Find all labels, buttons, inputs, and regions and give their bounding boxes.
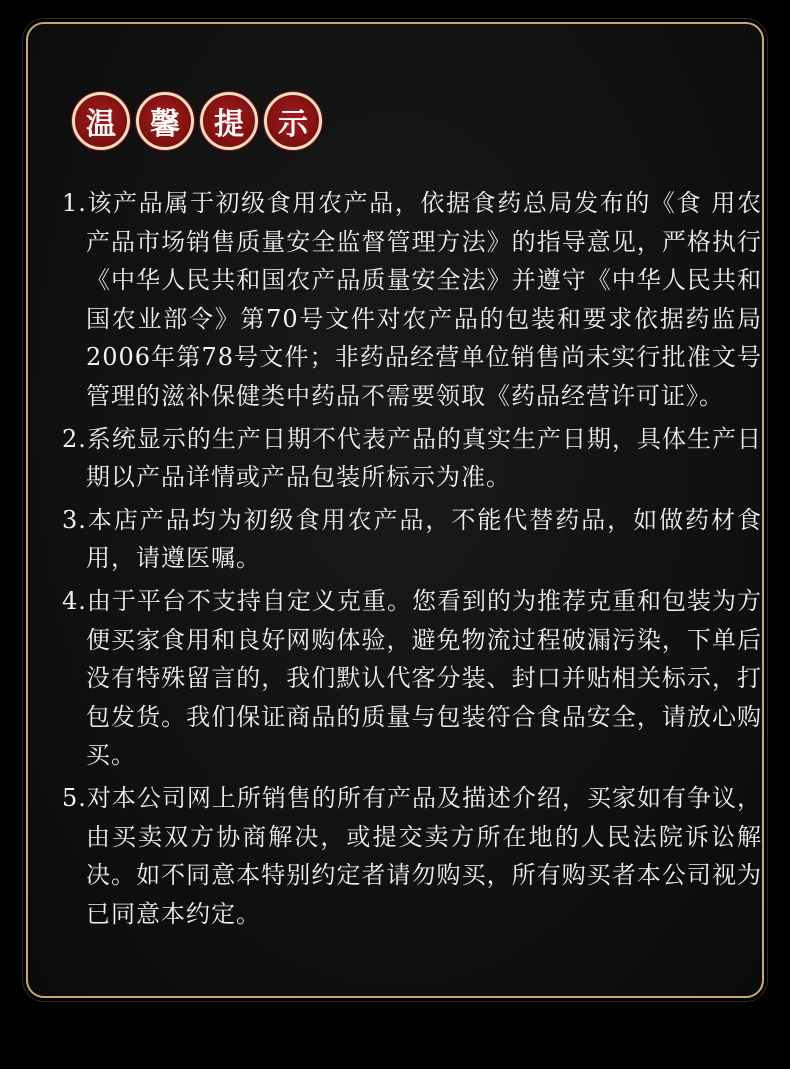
title-seal-1 xyxy=(72,92,130,150)
title-seal-2 xyxy=(136,92,194,150)
notice-list xyxy=(62,184,762,937)
title-seal-4 xyxy=(264,92,322,150)
title-char: 示 xyxy=(278,107,308,142)
notice-item-2: 2.系统显示的生产日期不代表产品的真实生产日期，具体生产日期以产品详情或产品包装所标示为准。 xyxy=(62,424,762,492)
notice-item-5: 5.对本公司网上所销售的所有产品及描述介绍，买家如有争议，由买卖双方协商解决，或提交卖方所在地的人民法院诉讼解决。如不同意本特别约定者请勿购买，所有购买者本公司视为已同意本约定。 xyxy=(62,783,762,928)
notice-item-3: 3.本店产品均为初级食用农产品，不能代替药品，如做药材食用，请遵医嘱。 xyxy=(62,505,762,573)
title-seal-3 xyxy=(200,92,258,150)
notice-item-4: 4.由于平台不支持自定义克重。您看到的为推荐克重和包装为方便买家食用和良好网购体验，避免物流过程破漏污染，下单后没有特殊留言的，我们默认代客分装、封口并贴相关标示，打包发货。我们保证商品的质量与包装符合食品安全，请放心购买。 xyxy=(62,586,762,770)
notice-title xyxy=(72,92,322,150)
title-char: 提 xyxy=(214,107,244,142)
notice-item-1: 1.该产品属于初级食用农产品，依据食药总局发布的《食 用农产品市场销售质量安全监督管理方法》的指导意见，严格执行《中华人民共和国农产品质量安全法》并遵守《中华人民共和国农业部令》第70号文件对农产品的包装和要求依据药监局2006年第78号文件；非药品经营单位销售尚未实行批准文号管理的滋补保健类中药品不需要领取《药品经营许可证》。 xyxy=(62,189,762,410)
title-char: 温 xyxy=(86,107,116,142)
notice-frame xyxy=(26,22,764,998)
title-char: 馨 xyxy=(150,107,180,142)
